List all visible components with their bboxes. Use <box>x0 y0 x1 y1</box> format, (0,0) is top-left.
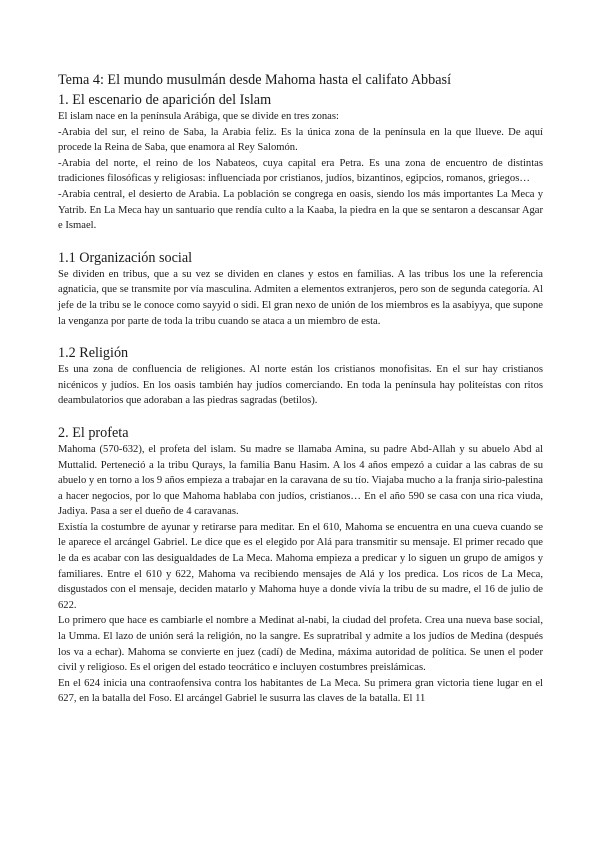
paragraph-religion: Es una zona de confluencia de religiones. Al norte están los cristianos monofisitas. En el sur hay cristianos nicénicos y judíos. En los oasis también hay judíos comerciando. En toda la península hay politeístas con ritos deambulatorios que adoraban a las piedras sagradas (betilos). <box>58 364 543 407</box>
paragraph-arabia-norte: -Arabia del norte, el reino de los Nabateos, cuya capital era Petra. Es una zona de encuentro de distintas tradiciones filosóficas y religiosas: influenciada por cristianos, judíos, bizantinos, egipcios, romanos, griegos… <box>58 157 543 185</box>
section-heading-profeta: 2. El profeta <box>58 424 129 441</box>
section-heading-organizacion: 1.1 Organización social <box>58 249 193 266</box>
section-heading-escenario: 1. El escenario de aparición del Islam <box>58 92 272 108</box>
paragraph-mahoma-revelacion: Existía la costumbre de ayunar y retirarse para meditar. En el 610, Mahoma se encuentra en una cueva cuando se le aparece el arcángel Gabriel. Le dice que es el elegido por Alá para transmitir su mensaje. El primer recado que le da es acabar con las desigualdades de La Meca. Mahoma empieza a predicar y lo siguen un grupo de amigos y familiares. Entre el 610 y 622, Mahoma va recibiendo mensajes de Alá y los predica. Los ricos de La Meca, disgustados con el mensaje, deciden matarlo y Mahoma huye a donde vivía la tribu de su madre, el 16 de julio de 622. <box>58 521 543 611</box>
paragraph-arabia-sur: -Arabia del sur, el reino de Saba, la Arabia feliz. Es la única zona de la península en la que llueve. De aquí procede la Reina de Saba, que enamora al Rey Salomón. <box>58 126 543 154</box>
paragraph-mahoma-origen: Mahoma (570-632), el profeta del islam. Su madre se llamaba Amina, su padre Abd-Allah y su abuelo Abd al Muttalid. Perteneció a la tribu Qurays, la familia Banu Hasim. A los 4 años empezó a cuidar a las cabras de su abuelo y en torno a los 9 años empieza a trabajar en la caravana de su tío. Viajaba mucho a la franja sirio-palestina a hacer negocios, por lo que Mahoma hablaba con judíos, cristianos… En el año 590 se casa con una rica viuda, Jadiya. Pasa a ser el dueño de 4 caravanas. <box>58 443 543 518</box>
paragraph-intro: El islam nace en la península Arábiga, que se divide en tres zonas: <box>58 111 339 122</box>
section-heading-religion: 1.2 Religión <box>58 345 129 362</box>
document-title: Tema 4: El mundo musulmán desde Mahoma hasta el califato Abbasí <box>58 72 452 88</box>
paragraph-contraofensiva: En el 624 inicia una contraofensiva contra los habitantes de La Meca. Su primera gran victoria tiene lugar en el 627, en la batalla del Foso. El arcángel Gabriel le susurra las claves de la batalla. El 11 <box>58 677 543 705</box>
paragraph-arabia-central: -Arabia central, el desierto de Arabia. La población se congrega en oasis, siendo los más importantes La Meca y Yatrib. En La Meca hay un santuario que rendía culto a la Kaaba, la piedra en la que se sentaron a descansar Agar e Ismael. <box>58 188 543 232</box>
paragraph-medina: Lo primero que hace es cambiarle el nombre a Medinat al-nabi, la ciudad del profeta. Crea una nueva base social, la Umma. El lazo de unión será la religión, no la sangre. Es supratribal y admite a los judíos de Medina (después los va a echar). Mahoma se convierte en juez (cadí) de Medina, máxima autoridad de política. Se unen el poder civil y religioso. Es el origen del estado teocrático e incluyen costumbres preislámicas. <box>58 615 543 674</box>
paragraph-organizacion: Se dividen en tribus, que a su vez se dividen en clanes y estos en familias. A las tribus los une la referencia agnaticia, que se transmite por vía masculina. Admiten a elementos extranjeros, pero son de segunda categoría. Al jefe de la tribu se le conoce como sayyid o sidi. El gran nexo de unión de los miembros es la asabiyya, que supone la venganza por parte de toda la tribu cuando se ataca a un miembro de esta. <box>58 268 543 327</box>
